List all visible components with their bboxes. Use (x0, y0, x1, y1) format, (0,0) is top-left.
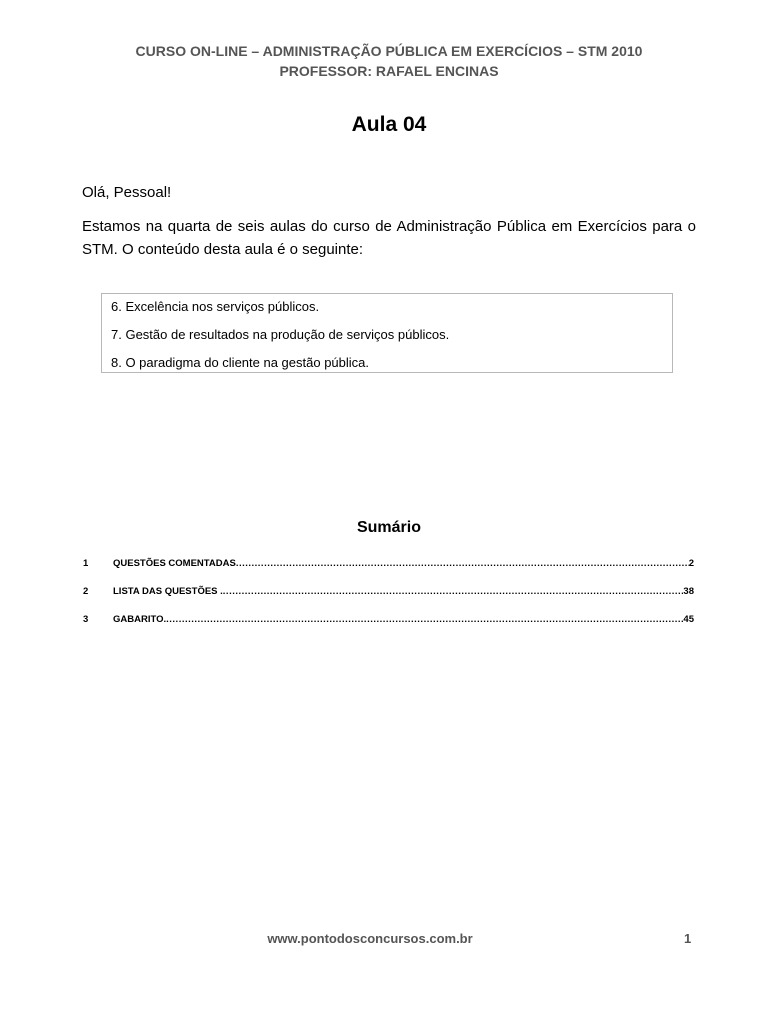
lesson-title: Aula 04 (351, 113, 427, 136)
footer-page-number: 1 (684, 931, 692, 946)
topic-item: 6. Excelência nos serviços públicos. (111, 299, 320, 314)
toc-dot-leader (236, 557, 689, 571)
toc-entry-number: 2 (83, 586, 89, 597)
topics-box (101, 293, 673, 373)
toc-entry-label[interactable]: QUESTÕES COMENTADAS (113, 558, 236, 569)
toc-entry[interactable] (82, 585, 694, 599)
toc-dot-leader (166, 613, 683, 627)
toc-entry-label[interactable]: LISTA DAS QUESTÕES . (113, 586, 223, 597)
header-course-line: CURSO ON-LINE – ADMINISTRAÇÃO PÚBLICA EM EXERCÍCIOS – STM 2010 (135, 43, 643, 59)
greeting-text: Olá, Pessoal! (82, 184, 172, 201)
toc-entry-page[interactable]: 38 (683, 586, 694, 597)
toc-entry-label[interactable]: GABARITO. (113, 614, 167, 625)
topic-item: 7. Gestão de resultados na produção de serviços públicos. (111, 327, 450, 342)
toc-entry-page[interactable]: 45 (683, 614, 694, 625)
toc-entry-number: 1 (83, 558, 89, 569)
toc-dot-leader (223, 585, 684, 599)
toc-entry-number: 3 (83, 614, 89, 625)
intro-paragraph: Estamos na quarta de seis aulas do curso de Administração Pública em Exercícios para o STM. O conteúdo desta aula é o seguinte: (82, 218, 696, 258)
summary-title: Sumário (356, 519, 421, 536)
header-professor-line: PROFESSOR: RAFAEL ENCINAS (279, 63, 499, 79)
topic-item: 8. O paradigma do cliente na gestão pública. (111, 355, 370, 370)
toc-entry[interactable] (82, 613, 694, 627)
footer-website: www.pontodosconcursos.com.br (267, 931, 473, 946)
toc-entry-page[interactable]: 2 (688, 558, 694, 569)
toc-entry[interactable] (82, 557, 694, 571)
document-header (0, 41, 768, 81)
